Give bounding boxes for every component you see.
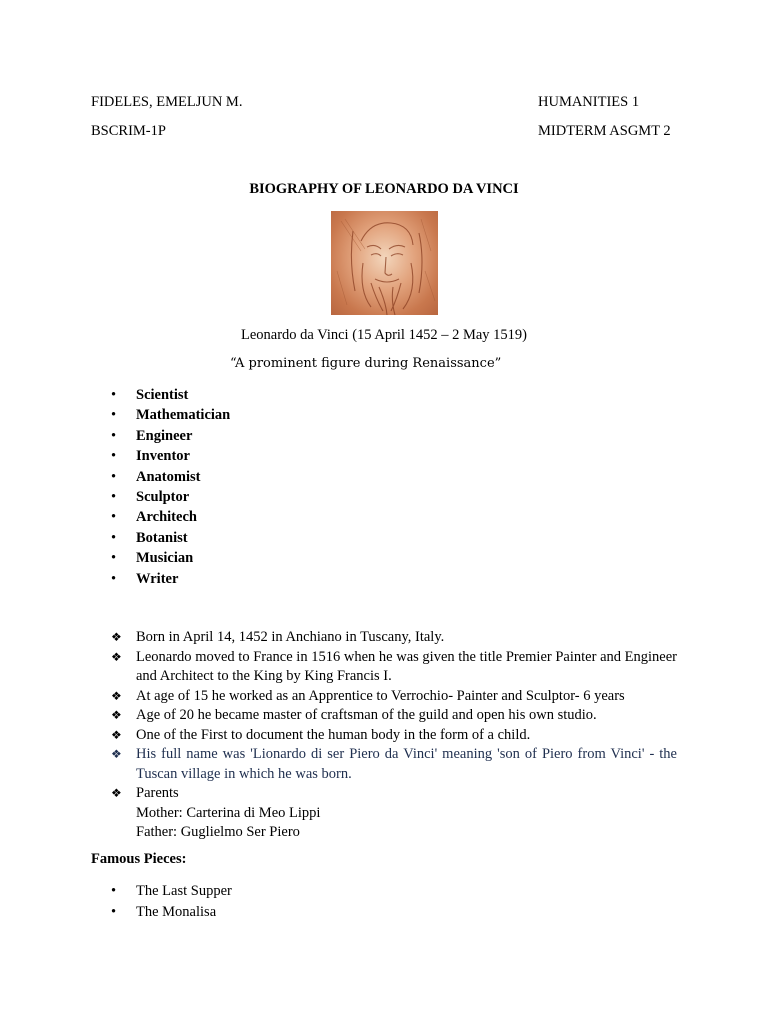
roles-list bbox=[111, 385, 230, 589]
list-item: • Scientist bbox=[111, 385, 230, 405]
facts-list bbox=[111, 628, 677, 843]
list-item: • Inventor bbox=[111, 446, 230, 466]
list-item: • The Monalisa bbox=[111, 902, 232, 923]
student-course: BSCRIM-1P bbox=[91, 123, 166, 139]
mother-line: Mother: Carterina di Meo Lippi bbox=[136, 804, 321, 821]
parents-item bbox=[111, 784, 677, 843]
lifespan-line: Leonardo da Vinci (15 April 1452 – 2 May 1519) bbox=[241, 327, 527, 343]
list-item: • The Last Supper bbox=[111, 881, 232, 902]
list-item: • Architech bbox=[111, 507, 230, 527]
list-item: ❖ Born in April 14, 1452 in Anchiano in Tuscany, Italy. bbox=[111, 628, 677, 648]
list-item: • Engineer bbox=[111, 426, 230, 446]
assignment-label: MIDTERM ASGMT 2 bbox=[538, 123, 671, 139]
list-item: ❖ Leonardo moved to France in 1516 when he was given the title Premier Painter and Engineer and Architect to the King by King Francis I. bbox=[111, 648, 677, 687]
list-item: • Anatomist bbox=[111, 467, 230, 487]
parents-label: ❖ Parents bbox=[136, 785, 179, 801]
list-item: ❖ One of the First to document the human body in the form of a child. bbox=[111, 726, 677, 746]
famous-pieces-list bbox=[111, 881, 232, 922]
list-item: • Sculptor bbox=[111, 487, 230, 507]
quote-line: “A prominent figure during Renaissance” bbox=[230, 356, 502, 371]
list-item: ❖ At age of 15 he worked as an Apprentice to Verrochio- Painter and Sculptor- 6 years bbox=[111, 687, 677, 707]
list-item: • Writer bbox=[111, 569, 230, 589]
student-name: FIDELES, EMELJUN M. bbox=[91, 94, 243, 110]
famous-pieces-heading: Famous Pieces: bbox=[91, 851, 187, 867]
father-line: Father: Guglielmo Ser Piero bbox=[136, 824, 300, 840]
subject-label: HUMANITIES 1 bbox=[538, 94, 640, 110]
page-title: BIOGRAPHY OF LEONARDO DA VINCI bbox=[249, 181, 519, 197]
list-item: • Mathematician bbox=[111, 405, 230, 425]
list-item: ❖ His full name was 'Lionardo di ser Piero da Vinci' meaning 'son of Piero from Vinci' - the Tuscan village in which he was born. bbox=[111, 745, 677, 784]
list-item: • Botanist bbox=[111, 528, 230, 548]
list-item: ❖ Age of 20 he became master of craftsman of the guild and open his own studio. bbox=[111, 706, 677, 726]
list-item: • Musician bbox=[111, 548, 230, 568]
leonardo-portrait-icon bbox=[331, 211, 438, 315]
